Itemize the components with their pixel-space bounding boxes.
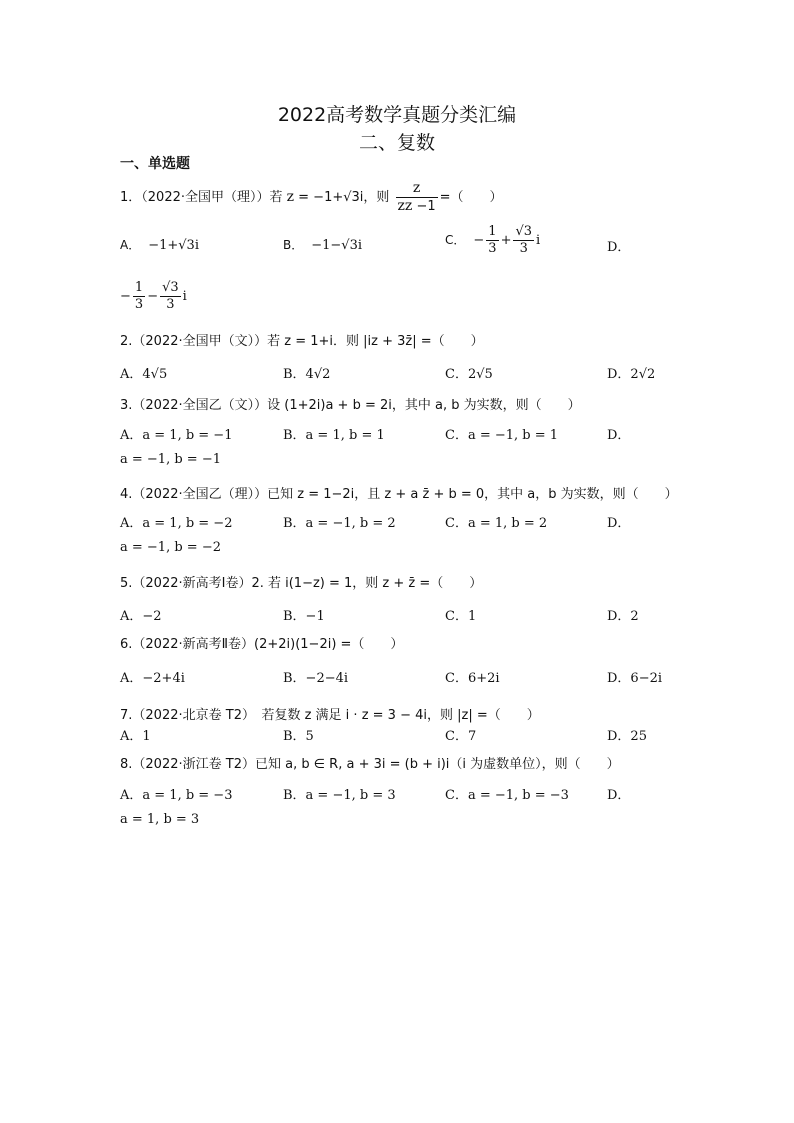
question-4-option-d: a = −1, b = −2 xyxy=(120,540,221,555)
question-5-option-b: B．−1 xyxy=(283,609,325,624)
question-6-stem: 6.（2022·新高考Ⅱ卷）(2+2i)(1−2i) =（ ） xyxy=(120,637,404,652)
question-5-option-a: A．−2 xyxy=(120,609,162,624)
question-8-option-d: a = 1, b = 3 xyxy=(120,812,200,827)
question-8-stem: 8.（2022·浙江卷 T2）已知 a, b ∈ R, a + 3i = (b + i)i（i 为虚数单位），则（ ） xyxy=(120,757,620,772)
question-8-option-c: C．a = −1, b = −3 xyxy=(445,788,569,803)
question-1-option-a: A． −1+√3i xyxy=(120,238,199,253)
question-4-option-c: C．a = 1, b = 2 xyxy=(445,516,548,531)
question-6-option-d: D．6−2i xyxy=(607,671,663,686)
question-3-option-a: A．a = 1, b = −1 xyxy=(120,428,233,443)
document-subtitle: 二、复数 xyxy=(358,132,435,154)
question-8-option-d-label: D． xyxy=(607,788,631,803)
question-2-option-a: A．4√5 xyxy=(120,367,168,382)
question-3-option-d: a = −1, b = −1 xyxy=(120,452,221,467)
question-2-option-d: D．2√2 xyxy=(607,367,656,382)
question-2-stem: 2.（2022·全国甲（文））若 z = 1+i．则 |iz + 3z̄| =（ ） xyxy=(120,334,484,349)
question-5-option-d: D．2 xyxy=(607,609,639,624)
question-1-stem: 1．（2022·全国甲（理））若 z = −1+√3i，则 $\frac{z}{z\overline{z} -1}$ =（ ） xyxy=(120,180,503,214)
document-title: 2022高考数学真题分类汇编 xyxy=(277,104,517,126)
question-1-option-b: B． −1−√3i xyxy=(283,238,363,253)
question-7-option-c: C．7 xyxy=(445,729,477,744)
question-5-option-c: C．1 xyxy=(445,609,477,624)
question-5-stem: 5.（2022·新高考Ⅰ卷）2. 若 i(1−z) = 1，则 z + z̄ =（ ） xyxy=(120,576,483,591)
question-6-option-a: A．−2+4i xyxy=(120,671,185,686)
question-4-stem: 4.（2022·全国乙（理））已知 z = 1−2i，且 z + a z̄ + b = 0，其中 a，b 为实数，则（ ） xyxy=(120,487,678,502)
question-6-option-b: B．−2−4i xyxy=(283,671,349,686)
question-3-option-b: B．a = 1, b = 1 xyxy=(283,428,385,443)
fraction: $\frac{z}{z\overline{z} -1}$ xyxy=(397,180,436,214)
question-8-option-a: A．a = 1, b = −3 xyxy=(120,788,233,803)
question-6-option-c: C．6+2i xyxy=(445,671,500,686)
question-4-option-d-label: D． xyxy=(607,516,631,531)
question-7-option-b: B．5 xyxy=(283,729,314,744)
question-7-stem: 7.（2022·北京卷 T2） 若复数 z 满足 i · z = 3 − 4i，则 |z| =（ ） xyxy=(120,708,540,723)
question-7-option-a: A．1 xyxy=(120,729,151,744)
question-4-option-b: B．a = −1, b = 2 xyxy=(283,516,396,531)
question-3-option-c: C．a = −1, b = 1 xyxy=(445,428,559,443)
question-4-option-a: A．a = 1, b = −2 xyxy=(120,516,233,531)
question-3-option-d-label: D． xyxy=(607,428,631,443)
question-8-option-b: B．a = −1, b = 3 xyxy=(283,788,396,803)
question-1-option-d-label: D． xyxy=(607,240,631,255)
question-1-option-d: − $\frac{1}{3}$ − $\frac{√3}{3}$ i xyxy=(120,280,187,312)
question-2-option-b: B．4√2 xyxy=(283,367,331,382)
question-3-stem: 3.（2022·全国乙（文））设 (1+2i)a + b = 2i，其中 a, b 为实数，则（ ） xyxy=(120,398,581,413)
section-heading: 一、单选题 xyxy=(120,156,190,172)
question-2-option-c: C．2√5 xyxy=(445,367,493,382)
question-1-option-c: C． − $\frac{1}{3}$ + $\frac{√3}{3}$ i xyxy=(445,224,541,256)
question-7-option-d: D．25 xyxy=(607,729,647,744)
